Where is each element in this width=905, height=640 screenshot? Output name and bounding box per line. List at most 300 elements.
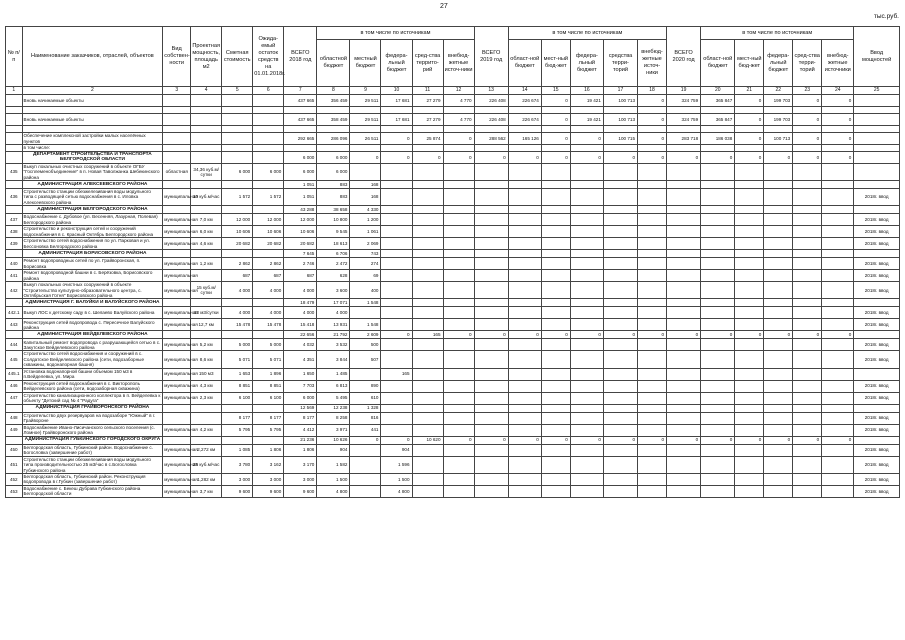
amount-cell	[793, 126, 822, 133]
amount-cell	[222, 436, 253, 444]
amount-cell: 2 862	[253, 258, 284, 270]
amount-cell	[570, 473, 603, 485]
amount-cell	[793, 412, 822, 424]
amount-cell	[735, 107, 764, 114]
amount-cell: 507	[350, 351, 381, 368]
amount-cell	[381, 351, 412, 368]
amount-cell	[317, 145, 350, 152]
amount-cell	[570, 181, 603, 189]
amount-cell: 6 000	[253, 163, 284, 180]
amount-cell: 4 800	[381, 485, 412, 497]
amount-cell: 0	[638, 436, 667, 444]
amount-cell	[603, 473, 637, 485]
amount-cell: 441	[350, 424, 381, 436]
amount-cell	[474, 368, 508, 380]
row-number	[6, 181, 23, 189]
object-name: АДМИНИСТРАЦИЯ ВЕЙДЕЛЕВСКОГО РАЙОНА	[22, 331, 163, 339]
ownership-type: областная	[163, 163, 191, 180]
amount-cell	[541, 473, 570, 485]
amount-cell	[253, 404, 284, 412]
amount-cell	[541, 444, 570, 456]
amount-cell	[667, 368, 701, 380]
amount-cell	[667, 339, 701, 351]
object-name: Реконструкция сетей водопровода с. Пересечное Валуйского района	[22, 319, 163, 331]
column-number-cell: 3	[163, 87, 191, 95]
amount-cell	[822, 412, 854, 424]
capacity	[191, 299, 222, 307]
amount-cell: 0	[570, 133, 603, 145]
amount-cell	[222, 250, 253, 258]
amount-cell	[735, 238, 764, 250]
capacity: 3,7 км	[191, 485, 222, 497]
object-name: АДМИНИСТРАЦИЯ Г. ВАЛУЙКИ И ВАЛУЙСКОГО РАЙОНА	[22, 299, 163, 307]
amount-cell: 20 682	[253, 238, 284, 250]
amount-cell	[764, 307, 793, 319]
amount-cell	[381, 424, 412, 436]
amount-cell	[638, 351, 667, 368]
amount-cell: 9 600	[222, 485, 253, 497]
amount-cell: 0	[764, 436, 793, 444]
capacity: 2,3 км	[191, 392, 222, 404]
amount-cell: 1 572	[222, 189, 253, 206]
amount-cell	[701, 206, 735, 214]
amount-cell: 4 351	[284, 351, 317, 368]
object-name: Ремонт водопроводной башни в с. Берёзовка, Борисовского района	[22, 270, 163, 282]
commission-note	[854, 436, 900, 444]
amount-cell: 17 071	[317, 299, 350, 307]
amount-cell: 22 656	[284, 331, 317, 339]
amount-cell: 0	[667, 152, 701, 164]
amount-cell	[350, 473, 381, 485]
amount-cell	[508, 424, 541, 436]
amount-cell	[793, 107, 822, 114]
amount-cell: 10 620	[412, 436, 443, 444]
capacity: 4,3 км	[191, 380, 222, 392]
amount-cell	[793, 424, 822, 436]
amount-cell	[541, 380, 570, 392]
amount-cell	[381, 145, 412, 152]
amount-cell	[667, 214, 701, 226]
amount-cell	[541, 270, 570, 282]
amount-cell: 6 000	[284, 392, 317, 404]
commission-note	[854, 114, 900, 126]
amount-cell	[667, 270, 701, 282]
amount-cell	[253, 133, 284, 145]
ownership-type: муниципальная	[163, 226, 191, 238]
amount-cell: 1 500	[317, 473, 350, 485]
amount-cell: 687	[284, 270, 317, 282]
amount-cell	[570, 307, 603, 319]
amount-cell: 274	[350, 258, 381, 270]
amount-cell: 1 650	[284, 368, 317, 380]
amount-cell	[570, 189, 603, 206]
amount-cell	[701, 456, 735, 473]
amount-cell	[764, 181, 793, 189]
amount-cell	[508, 339, 541, 351]
amount-cell	[570, 250, 603, 258]
column-number-cell: 14	[508, 87, 541, 95]
amount-cell: 5 000	[253, 339, 284, 351]
row-number: 451	[6, 456, 23, 473]
amount-cell: 3 780	[222, 456, 253, 473]
amount-cell: 20 682	[222, 238, 253, 250]
amount-cell: 29 511	[350, 95, 381, 107]
amount-cell	[412, 456, 443, 473]
amount-cell	[638, 270, 667, 282]
amount-cell: 883	[317, 189, 350, 206]
amount-cell	[667, 412, 701, 424]
amount-cell	[701, 339, 735, 351]
row-number	[6, 145, 23, 152]
amount-cell	[570, 107, 603, 114]
amount-cell	[667, 238, 701, 250]
amount-cell: 4 000	[253, 307, 284, 319]
table-row	[6, 319, 900, 331]
object-name	[22, 126, 163, 133]
amount-cell	[541, 145, 570, 152]
commission-note: 2018г. ввод	[854, 282, 900, 299]
amount-cell: 1 485	[317, 368, 350, 380]
table-body	[6, 95, 900, 498]
amount-cell	[793, 206, 822, 214]
table-row	[6, 473, 900, 485]
object-name: АДМИНИСТРАЦИЯ ГРАЙВОРОНСКОГО РАЙОНА	[22, 404, 163, 412]
amount-cell	[603, 368, 637, 380]
table-row	[6, 424, 900, 436]
ownership-type	[163, 250, 191, 258]
amount-cell	[638, 485, 667, 497]
amount-cell	[412, 270, 443, 282]
amount-cell	[667, 351, 701, 368]
amount-cell: 3 000	[284, 473, 317, 485]
row-number: 448	[6, 412, 23, 424]
object-name: Вновь начинаемые объекты	[22, 114, 163, 126]
src19-extra: внебюд-жетные источ-ники	[638, 40, 667, 87]
table-row	[6, 380, 900, 392]
commission-note	[854, 107, 900, 114]
amount-cell: 20 682	[284, 238, 317, 250]
amount-cell: 29 511	[350, 114, 381, 126]
amount-cell: 2 862	[222, 258, 253, 270]
amount-cell	[603, 206, 637, 214]
amount-cell: 18 613	[317, 238, 350, 250]
amount-cell: 8 851	[222, 380, 253, 392]
amount-cell	[667, 189, 701, 206]
amount-cell	[735, 307, 764, 319]
capacity	[191, 404, 222, 412]
amount-cell	[317, 107, 350, 114]
amount-cell	[474, 189, 508, 206]
amount-cell: 400	[350, 282, 381, 299]
amount-cell	[350, 163, 381, 180]
amount-cell	[381, 307, 412, 319]
amount-cell: 0	[443, 152, 474, 164]
amount-cell: 0	[638, 331, 667, 339]
amount-cell	[735, 226, 764, 238]
commission-note: 2018г. ввод	[854, 214, 900, 226]
amount-cell: 1 061	[350, 226, 381, 238]
amount-cell: 0	[764, 152, 793, 164]
amount-cell: 27 279	[412, 114, 443, 126]
amount-cell	[474, 424, 508, 436]
amount-cell	[793, 270, 822, 282]
src20-territory: сред-ства терри-торий	[793, 40, 822, 87]
amount-cell	[764, 189, 793, 206]
amount-cell	[284, 145, 317, 152]
amount-cell	[822, 392, 854, 404]
src19-federal: федера-льный бюджет	[570, 40, 603, 87]
amount-cell	[570, 163, 603, 180]
amount-cell	[412, 238, 443, 250]
capacity: 1,2 км	[191, 258, 222, 270]
amount-cell: 6 000	[284, 163, 317, 180]
amount-cell: 3 971	[317, 424, 350, 436]
commission-note	[854, 331, 900, 339]
src20-regional: област-ной бюджет	[701, 40, 735, 87]
amount-cell: 1 085	[222, 444, 253, 456]
object-name: Вновь начинаемые объекты	[22, 95, 163, 107]
amount-cell	[570, 404, 603, 412]
amount-cell: 292 665	[284, 133, 317, 145]
amount-cell: 0	[443, 133, 474, 145]
amount-cell: 4 770	[443, 95, 474, 107]
ownership-type: муниципальная	[163, 424, 191, 436]
amount-cell: 0	[735, 95, 764, 107]
amount-cell: 168	[350, 189, 381, 206]
amount-cell	[381, 181, 412, 189]
amount-cell: 0	[474, 436, 508, 444]
amount-cell	[412, 163, 443, 180]
amount-cell	[474, 270, 508, 282]
amount-cell: 10 606	[284, 226, 317, 238]
amount-cell: 3 162	[253, 456, 284, 473]
amount-cell	[603, 392, 637, 404]
amount-cell	[764, 226, 793, 238]
amount-cell	[570, 319, 603, 331]
commission-note	[854, 368, 900, 380]
amount-cell	[667, 163, 701, 180]
amount-cell: 8 177	[253, 412, 284, 424]
column-number-cell: 19	[667, 87, 701, 95]
amount-cell: 3 170	[284, 456, 317, 473]
commission-note	[854, 404, 900, 412]
row-number	[6, 152, 23, 164]
row-number	[6, 404, 23, 412]
amount-cell	[541, 456, 570, 473]
amount-cell: 816	[350, 412, 381, 424]
amount-cell	[541, 163, 570, 180]
amount-cell	[793, 392, 822, 404]
amount-cell	[412, 380, 443, 392]
amount-cell	[412, 189, 443, 206]
amount-cell	[381, 380, 412, 392]
amount-cell: 1 051	[284, 189, 317, 206]
object-name: в том числе:	[22, 145, 163, 152]
col-type-header: Вид собствен-ности	[163, 27, 191, 87]
amount-cell	[701, 107, 735, 114]
amount-cell: 4 000	[222, 307, 253, 319]
amount-cell	[508, 181, 541, 189]
col-commission-header: Ввод мощностей	[854, 27, 900, 87]
amount-cell: 4 800	[317, 485, 350, 497]
amount-cell	[735, 282, 764, 299]
ownership-type	[163, 412, 191, 424]
amount-cell: 0	[350, 436, 381, 444]
table-row	[6, 392, 900, 404]
column-number-cell: 22	[764, 87, 793, 95]
amount-cell: 904	[317, 444, 350, 456]
amount-cell: 0	[822, 95, 854, 107]
amount-cell	[735, 392, 764, 404]
capacity: 6,0 км	[191, 226, 222, 238]
amount-cell: 38 658	[317, 206, 350, 214]
amount-cell	[474, 126, 508, 133]
amount-cell	[508, 282, 541, 299]
amount-cell	[822, 126, 854, 133]
ownership-type: муниципальная	[163, 351, 191, 368]
section-row	[6, 299, 900, 307]
amount-cell	[412, 339, 443, 351]
amount-cell	[541, 126, 570, 133]
table-row	[6, 114, 900, 126]
amount-cell	[381, 339, 412, 351]
amount-cell: 0	[701, 436, 735, 444]
ownership-type: муниципальная	[163, 368, 191, 380]
amount-cell: 10 606	[222, 226, 253, 238]
amount-cell	[541, 189, 570, 206]
object-name: Строительство сетей водоснабжения по ул. Парковая и ул. Бессоновка Белгородского района	[22, 238, 163, 250]
amount-cell: 12 000	[222, 214, 253, 226]
amount-cell	[764, 214, 793, 226]
amount-cell	[253, 181, 284, 189]
capacity	[191, 95, 222, 107]
amount-cell	[412, 214, 443, 226]
amount-cell	[793, 339, 822, 351]
amount-cell: 1 548	[350, 299, 381, 307]
amount-cell: 437 665	[284, 114, 317, 126]
amount-cell	[735, 126, 764, 133]
amount-cell	[317, 126, 350, 133]
amount-cell	[603, 163, 637, 180]
table-row	[6, 126, 900, 133]
amount-cell	[474, 206, 508, 214]
amount-cell	[222, 152, 253, 164]
amount-cell	[474, 351, 508, 368]
amount-cell: 0	[412, 152, 443, 164]
table-row	[6, 444, 900, 456]
commission-note	[854, 145, 900, 152]
amount-cell: 4 330	[350, 206, 381, 214]
amount-cell	[822, 206, 854, 214]
table-row	[6, 214, 900, 226]
amount-cell	[443, 392, 474, 404]
amount-cell: 500	[350, 339, 381, 351]
column-number-cell: 18	[638, 87, 667, 95]
amount-cell	[822, 181, 854, 189]
amount-cell	[350, 107, 381, 114]
amount-cell	[793, 368, 822, 380]
amount-cell: 1 572	[253, 189, 284, 206]
amount-cell: 226 674	[508, 95, 541, 107]
capacity: 1,282 км	[191, 473, 222, 485]
amount-cell	[638, 107, 667, 114]
amount-cell: 165	[412, 331, 443, 339]
row-number: 445	[6, 351, 23, 368]
amount-cell	[667, 424, 701, 436]
amount-cell	[443, 456, 474, 473]
amount-cell	[638, 282, 667, 299]
amount-cell: 0	[508, 152, 541, 164]
amount-cell	[443, 351, 474, 368]
amount-cell	[222, 133, 253, 145]
amount-cell	[443, 404, 474, 412]
amount-cell	[508, 444, 541, 456]
amount-cell	[474, 238, 508, 250]
object-name: Белгородская область, Губкинский район. Водоснабжение с. Богословка (завершение работ)	[22, 444, 163, 456]
section-row	[6, 250, 900, 258]
row-number: 440	[6, 258, 23, 270]
amount-cell	[764, 368, 793, 380]
amount-cell	[822, 282, 854, 299]
capacity: 150 м3	[191, 368, 222, 380]
amount-cell	[764, 258, 793, 270]
amount-cell: 0	[735, 152, 764, 164]
amount-cell	[667, 307, 701, 319]
amount-cell: 100 715	[603, 133, 637, 145]
amount-cell: 1 200	[350, 214, 381, 226]
amount-cell: 3 532	[317, 339, 350, 351]
amount-cell	[764, 206, 793, 214]
row-number: 450	[6, 444, 23, 456]
amount-cell: 5 495	[317, 392, 350, 404]
amount-cell: 365 847	[701, 114, 735, 126]
amount-cell	[381, 214, 412, 226]
ownership-type: муниципальная	[163, 282, 191, 299]
table-row	[6, 282, 900, 299]
amount-cell	[764, 392, 793, 404]
col-total-2019-header: ВСЕГО 2019 год	[474, 27, 508, 87]
amount-cell	[508, 258, 541, 270]
commission-note: 2018г. ввод	[854, 339, 900, 351]
amount-cell	[764, 351, 793, 368]
amount-cell	[541, 485, 570, 497]
amount-cell	[508, 485, 541, 497]
row-number: 446	[6, 380, 23, 392]
amount-cell	[638, 456, 667, 473]
amount-cell: 5 071	[253, 351, 284, 368]
amount-cell: 0	[822, 133, 854, 145]
amount-cell: 19 421	[570, 95, 603, 107]
amount-cell	[474, 145, 508, 152]
amount-cell	[508, 270, 541, 282]
amount-cell: 9 545	[317, 226, 350, 238]
amount-cell	[701, 380, 735, 392]
amount-cell	[764, 126, 793, 133]
column-number-cell: 24	[822, 87, 854, 95]
row-number: 449	[6, 424, 23, 436]
amount-cell	[570, 214, 603, 226]
commission-note	[854, 152, 900, 164]
amount-cell	[764, 339, 793, 351]
ownership-type: муниципальная	[163, 258, 191, 270]
amount-cell: 687	[253, 270, 284, 282]
col-total-2018-header: ВСЕГО 2018 год	[284, 27, 317, 87]
amount-cell	[793, 319, 822, 331]
investment-table	[5, 26, 900, 498]
amount-cell	[638, 424, 667, 436]
ownership-type: муниципальная	[163, 456, 191, 473]
amount-cell	[443, 473, 474, 485]
